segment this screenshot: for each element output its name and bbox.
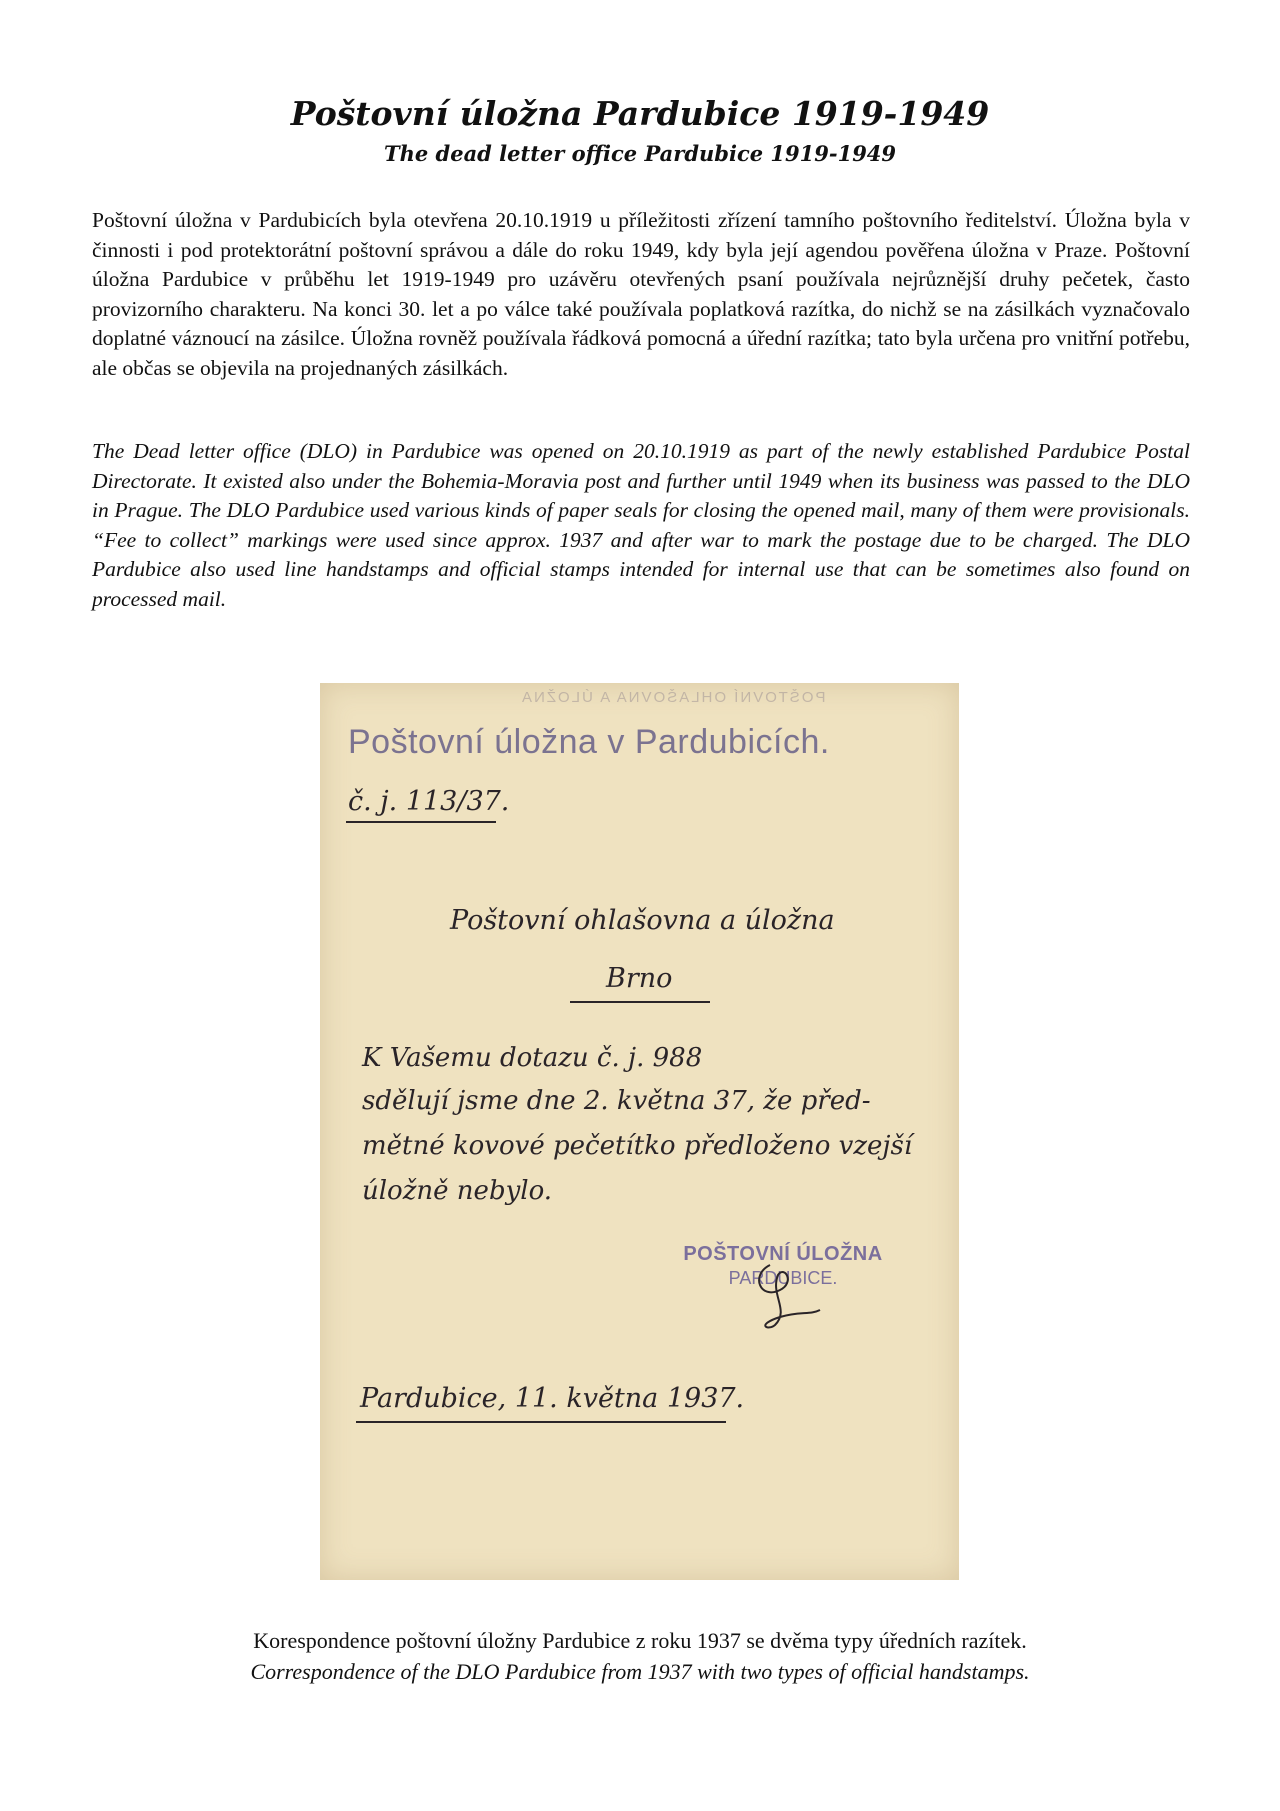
faint-show-through-stamp: POŠTOVNÍ OHLAŠOVNA A ÚLOŽNA xyxy=(520,689,826,706)
letter-body-line-1: K Vašemu dotazu č. j. 988 xyxy=(362,1043,703,1073)
page-title: Poštovní úložna Pardubice 1919-1949 xyxy=(290,94,990,133)
dlo-line-handstamp: Poštovní úložna v Pardubicích. xyxy=(348,723,830,761)
signature xyxy=(740,1255,830,1335)
letter-image xyxy=(320,683,959,1580)
caption-english: Correspondence of the DLO Pardubice from 1937 with two types of official handstamps. xyxy=(250,1659,1030,1684)
addressee-underline xyxy=(570,1001,710,1003)
addressee-line-2: Brno xyxy=(606,963,673,994)
handstamp-line-1: POŠTOVNÍ ÚLOŽNA xyxy=(683,1243,883,1265)
caption-czech: Korespondence poštovní úložny Pardubice z roku 1937 se dvěma typy úředních razítek. xyxy=(253,1628,1027,1653)
czech-paragraph: Poštovní úložna v Pardubicích byla otevřena 20.10.1919 u příležitosti zřízení tamního poštovního ředitelství. Úložna byla v činnosti i pod protektorátní poštovní správou a dále do roku 1949, kdy byla její agendou pověřena úložna v Praze. Poštovní úložna Pardubice v průběhu let 1919-1949 pro uzávěru otevřených psaní používala nejrůznější druhy pečetek, často provizorního charakteru. Na konci 30. let a po válce také používala poplatková razítka, do nichž se na zásilkách vyznačovalo doplatné váznoucí na zásilce. Úložna rovněž používala řádková pomocná a úřední razítka; tato byla určena pro vnitřní potřebu, ale občas se objevila na projednaných zásilkách. xyxy=(92,208,1190,380)
english-paragraph: The Dead letter office (DLO) in Pardubice was opened on 20.10.1919 as part of the newly established Pardubice Postal Directorate. It existed also under the Bohemia-Moravia post and further until 1949 when its business was passed to the DLO in Prague. The DLO Pardubice used various kinds of paper seals for closing the opened mail, many of them were provisionals. “Fee to collect” markings were used since approx. 1937 and after war to mark the postage due to be charged. The DLO Pardubice also used line handstamps and official stamps intended for internal use that can be sometimes also found on processed mail. xyxy=(92,439,1190,611)
letter-body-line-3: mětné kovové pečetítko předloženo vzejší xyxy=(362,1131,913,1161)
place-and-date: Pardubice, 11. května 1937. xyxy=(360,1383,745,1414)
place-date-underline xyxy=(356,1421,726,1423)
letter-body-line-2: sdělují jsme dne 2. května 37, že před- xyxy=(362,1086,871,1116)
reference-number: č. j. 113/37. xyxy=(348,786,510,817)
addressee-line-1: Poštovní ohlašovna a úložna xyxy=(450,905,835,936)
handstamp-line-2: PARDUBICE. xyxy=(728,1268,838,1288)
letter-body-line-4: úložně nebylo. xyxy=(362,1176,553,1206)
page-subtitle: The dead letter office Pardubice 1919-1949 xyxy=(383,141,897,166)
ref-underline xyxy=(346,821,496,823)
